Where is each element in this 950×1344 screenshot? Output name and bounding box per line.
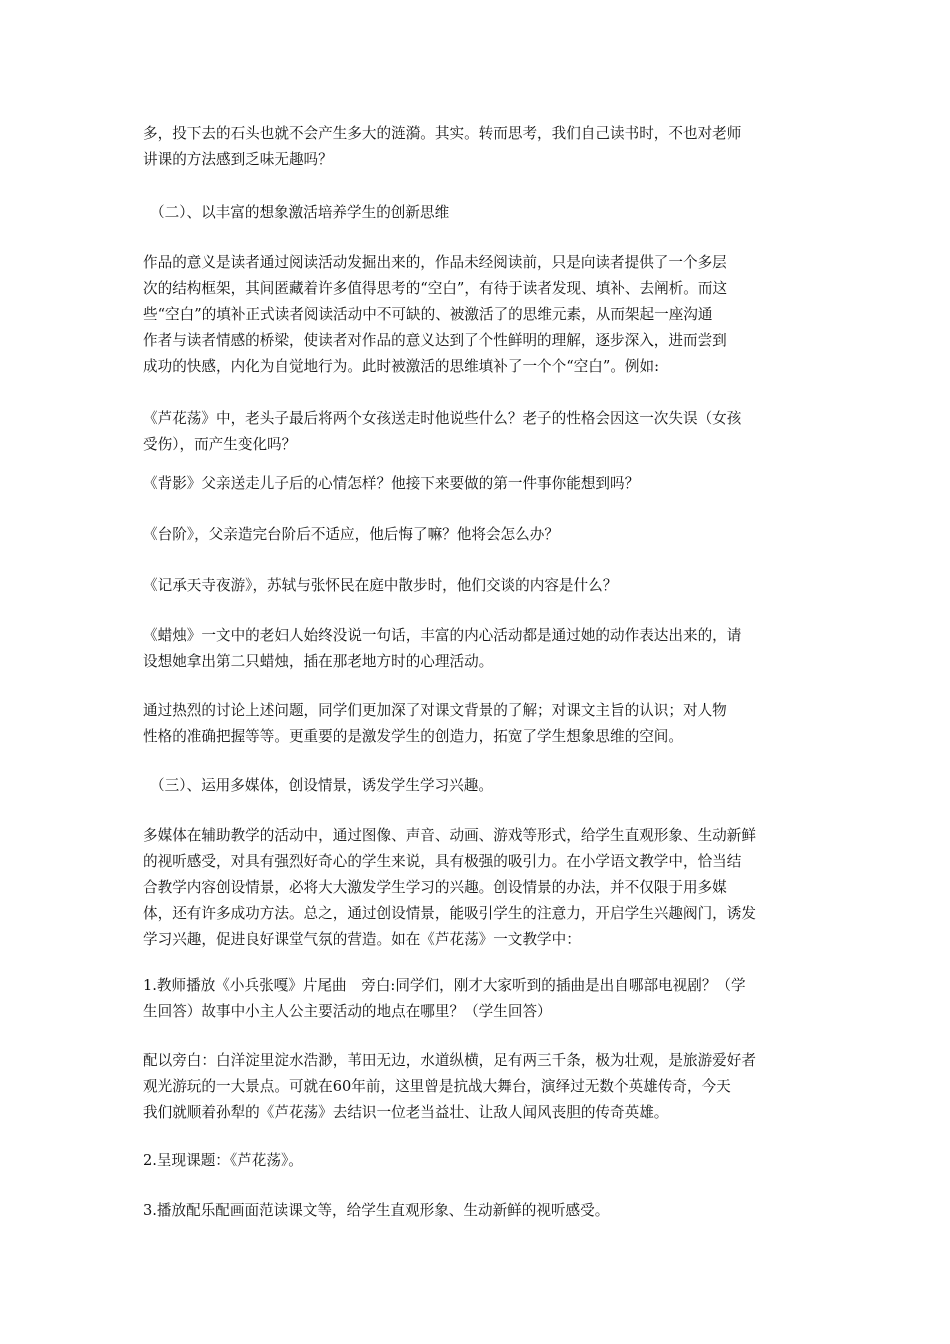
paragraph-narration — [143, 1048, 809, 1126]
text-line: 《台阶》，父亲造完台阶后不适应，他后悔了嘛？他将会怎么办？ — [143, 526, 559, 543]
text-line: 受伤），而产生变化吗？ — [143, 436, 297, 453]
text-line: 些“空白”的填补正式读者阅读活动中不可缺的、被激活了的思维元素，从而架起一座沟通 — [143, 306, 713, 323]
text-line: 的视听感受，对具有强烈好奇心的学生来说，具有极强的吸引力。在小学语文教学中，恰当结 — [143, 853, 742, 870]
text-line: 成功的快感，内化为自觉地行为。此时被激活的思维填补了一个个“空白”。例如: — [143, 358, 660, 375]
text-line: 体，还有许多成功方法。总之，通过创设情景，能吸引学生的注意力，开启学生兴趣阀门，诱发 — [143, 905, 756, 922]
text-line: 通过热烈的讨论上述问题，同学们更加深了对课文背景的了解；对课文主旨的认识；对人物 — [143, 702, 727, 719]
text-line: 合教学内容创设情景，必将大大激发学生学习的兴趣。创设情景的办法，并不仅限于用多媒 — [143, 879, 727, 896]
paragraph-multimedia — [143, 823, 809, 953]
text-line: 次的结构框架，其间匿藏着许多值得思考的“空白”，有待于读者发现、填补、去阐析。而这 — [143, 280, 728, 297]
text-line: 作品的意义是读者通过阅读活动发掘出来的，作品未经阅读前，只是向读者提供了一个多层 — [143, 254, 727, 271]
paragraph-step-2 — [143, 1148, 809, 1174]
heading-text: （二）、以丰富的想象激活培养学生的创新思维 — [150, 204, 450, 221]
text-line: 我们就顺着孙犁的《芦花荡》去结识一位老当益壮、让敌人闻风丧胆的传奇英雄。 — [143, 1104, 669, 1121]
text-line: 学习兴趣，促进良好课堂气氛的营造。如在《芦花荡》一文教学中： — [143, 931, 581, 948]
paragraph-example-lazhu — [143, 623, 809, 675]
text-line: 2.呈现课题：《芦花荡》。 — [143, 1152, 303, 1169]
text-line: 《背影》父亲送走儿子后的心情怎样？他接下来要做的第一件事你能想到吗？ — [143, 475, 640, 492]
paragraph-example-taijie — [143, 522, 809, 548]
paragraph-example-beiying — [143, 471, 809, 497]
text-line: 配以旁白：白洋淀里淀水浩渺，苇田无边，水道纵横，足有两三千条，极为壮观，是旅游爱好者 — [143, 1052, 756, 1069]
text-line: 《蜡烛》一文中的老妇人始终没说一句话，丰富的内心活动都是通过她的动作表达出来的，请 — [143, 627, 742, 644]
text-line: 观光游玩的一大景点。可就在60年前，这里曾是抗战大舞台，演绎过无数个英雄传奇，今天 — [143, 1078, 731, 1095]
text-line: 3.播放配乐配画面范读课文等，给学生直观形象、生动新鲜的视听感受。 — [143, 1202, 610, 1219]
paragraph-discussion — [143, 698, 809, 750]
text-line: 《芦花荡》中，老头子最后将两个女孩送走时他说些什么？老子的性格会因这一次失误（女孩 — [143, 410, 742, 427]
heading-text: （三）、运用多媒体，创设情景，诱发学生学习兴趣。 — [150, 777, 493, 794]
text-line: 1.教师播放《小兵张嘎》片尾曲 旁白:同学们，刚才大家听到的插曲是出自哪部电视剧？（学 — [143, 977, 746, 994]
text-line: 性格的准确把握等等。更重要的是激发学生的创造力，拓宽了学生想象思维的空间。 — [143, 728, 683, 745]
paragraph-example-luhuadang — [143, 406, 809, 458]
text-line: 《记承天寺夜游》，苏轼与张怀民在庭中散步时，他们交谈的内容是什么？ — [143, 577, 618, 594]
text-line: 生回答）故事中小主人公主要活动的地点在哪里？（学生回答） — [143, 1003, 552, 1020]
text-line: 作者与读者情感的桥梁，使读者对作品的意义达到了个性鲜明的理解，逐步深入，进而尝到 — [143, 332, 727, 349]
paragraph-step-3 — [143, 1198, 809, 1224]
paragraph-example-chengtiansi — [143, 573, 809, 599]
text-line: 多，投下去的石头也就不会产生多大的涟漪。其实。转而思考，我们自己读书时，不也对老师 — [143, 125, 742, 142]
paragraph-step-1 — [143, 973, 809, 1025]
section-heading-3 — [150, 773, 816, 799]
paragraph-work-meaning — [143, 250, 809, 380]
text-line: 讲课的方法感到乏味无趣吗？ — [143, 151, 333, 168]
paragraph-continued — [143, 121, 809, 173]
text-line: 设想她拿出第二只蜡烛，插在那老地方时的心理活动。 — [143, 653, 494, 670]
text-line: 多媒体在辅助教学的活动中，通过图像、声音、动画、游戏等形式，给学生直观形象、生动新鲜 — [143, 827, 756, 844]
section-heading-2 — [150, 200, 816, 226]
